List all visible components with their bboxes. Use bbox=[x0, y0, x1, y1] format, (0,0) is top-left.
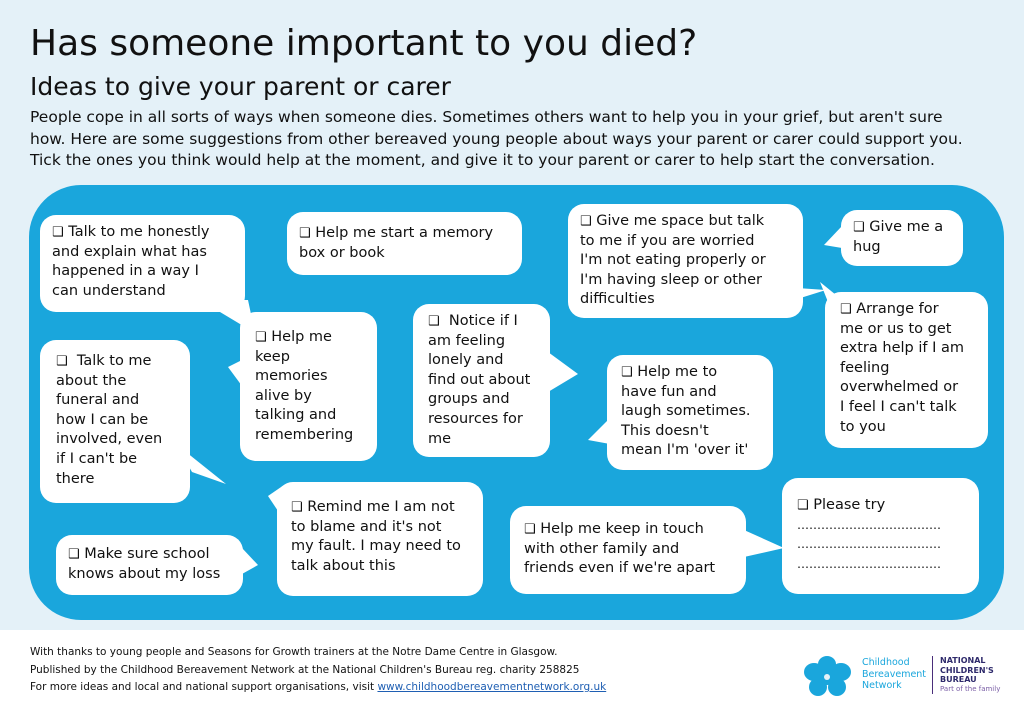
bubble-text: knows about my loss bbox=[68, 565, 221, 582]
ncb-word: CHILDREN'S bbox=[940, 665, 994, 675]
bubble-text: friends even if we're apart bbox=[524, 560, 716, 577]
ncb-tagline: Part of the family bbox=[940, 684, 1001, 693]
bubble-text: if I can't be bbox=[56, 450, 138, 467]
bubble-text: box or book bbox=[299, 244, 385, 261]
bubble-text: Talk to me honestly bbox=[68, 224, 210, 240]
bubble-text: I'm having sleep or other bbox=[580, 271, 762, 288]
bubble-extra-help[interactable] bbox=[825, 292, 988, 448]
bubble-text: there bbox=[56, 470, 95, 487]
bubble-text: to you bbox=[840, 418, 886, 435]
bubble-text: difficulties bbox=[580, 291, 655, 308]
bubble-text: keep bbox=[255, 348, 290, 365]
bubble-text: Give me space but talk bbox=[596, 213, 765, 229]
bubble-text: Help me start a memory bbox=[315, 225, 494, 241]
bubble-text: my fault. I may need to bbox=[291, 538, 461, 555]
bubble-text: laugh sometimes. bbox=[621, 403, 751, 420]
bubble-text: Remind me I am not bbox=[307, 499, 455, 515]
footer-more-text: For more ideas and local and national support organisations, visit bbox=[30, 681, 378, 693]
bubble-lonely[interactable] bbox=[413, 304, 550, 457]
ncb-word: BUREAU bbox=[940, 675, 977, 685]
bubble-text: lonely and bbox=[428, 352, 504, 369]
page-title: Has someone important to you died? bbox=[30, 23, 698, 64]
bubble-text: I feel I can't talk bbox=[840, 398, 957, 415]
write-in-line[interactable]: ……………………………… bbox=[797, 556, 941, 571]
bubble-text: hug bbox=[853, 238, 881, 255]
bubble-text: me or us to get bbox=[840, 320, 952, 337]
bubble-give-space[interactable] bbox=[568, 204, 803, 318]
page-subtitle: Ideas to give your parent or carer bbox=[30, 72, 451, 101]
checkbox-icon[interactable]: ❑ bbox=[428, 314, 440, 329]
bubble-text: Arrange for bbox=[856, 301, 939, 317]
intro-text bbox=[30, 107, 1010, 172]
bubble-text: remembering bbox=[255, 426, 354, 443]
cbn-logo-text bbox=[862, 657, 926, 692]
bubble-text: involved, even bbox=[56, 431, 163, 448]
bubble-text: Please try bbox=[813, 497, 886, 513]
bubble-text: funeral and bbox=[56, 392, 140, 409]
bubble-school[interactable] bbox=[56, 535, 243, 595]
checkbox-icon[interactable]: ❑ bbox=[853, 220, 865, 235]
intro-line: People cope in all sorts of ways when someone dies. Sometimes others want to help you in your grief, but aren't sure bbox=[30, 108, 943, 126]
cbn-word: Childhood bbox=[862, 657, 910, 668]
checkbox-icon[interactable]: ❑ bbox=[797, 498, 809, 513]
checkbox-icon[interactable]: ❑ bbox=[840, 302, 852, 317]
checkbox-icon[interactable]: ❑ bbox=[299, 226, 311, 241]
bubble-text: I'm not eating properly or bbox=[580, 252, 766, 269]
logo-center bbox=[824, 674, 830, 680]
intro-line: Tick the ones you think would help at the moment, and give it to your parent or carer to help start the conversation. bbox=[30, 151, 935, 169]
bubble-talk-honestly[interactable] bbox=[40, 215, 245, 312]
checkbox-icon[interactable]: ❑ bbox=[621, 365, 633, 380]
checkbox-icon[interactable]: ❑ bbox=[56, 354, 68, 369]
checkbox-icon[interactable]: ❑ bbox=[68, 547, 80, 562]
bubble-text: to me if you are worried bbox=[580, 232, 755, 249]
bubble-text: mean I'm 'over it' bbox=[621, 442, 749, 459]
cbn-word: Bereavement bbox=[862, 668, 927, 680]
bubble-text: Help me bbox=[271, 329, 332, 345]
bubble-text: happened in a way I bbox=[52, 263, 199, 280]
write-in-line[interactable]: ……………………………… bbox=[797, 517, 941, 532]
bubble-text: and explain what has bbox=[52, 243, 207, 260]
bubble-text: resources for bbox=[428, 410, 523, 427]
bubble-have-fun[interactable] bbox=[607, 355, 773, 470]
bubble-text: overwhelmed or bbox=[840, 379, 959, 396]
checkbox-icon[interactable]: ❑ bbox=[255, 330, 267, 345]
bubble-not-to-blame[interactable] bbox=[277, 482, 483, 596]
bubble-text: with other family and bbox=[524, 540, 680, 557]
bubble-keep-memories[interactable] bbox=[240, 312, 377, 461]
logo-divider bbox=[932, 656, 933, 694]
bubble-text: can understand bbox=[52, 282, 166, 299]
checkbox-icon[interactable]: ❑ bbox=[52, 225, 64, 240]
bubble-please-try[interactable] bbox=[782, 478, 979, 594]
bubble-text: feeling bbox=[840, 359, 890, 376]
bubble-keep-in-touch[interactable] bbox=[510, 506, 746, 594]
bubble-give-hug[interactable] bbox=[841, 210, 963, 266]
bubble-text: me bbox=[428, 430, 452, 447]
footer-thanks: With thanks to young people and Seasons for Growth trainers at the Notre Dame Centre in Glasgow. bbox=[30, 646, 558, 658]
checkbox-icon[interactable]: ❑ bbox=[580, 214, 592, 229]
bubble-text: Notice if I bbox=[448, 313, 518, 329]
bubble-text: Help me keep in touch bbox=[540, 521, 704, 537]
checkbox-icon[interactable]: ❑ bbox=[291, 500, 303, 515]
bubble-text: how I can be bbox=[56, 411, 149, 428]
footer-more bbox=[30, 679, 606, 697]
write-in-line[interactable]: ……………………………… bbox=[797, 537, 941, 552]
bubble-text: have fun and bbox=[621, 383, 717, 400]
bubble-text: This doesn't bbox=[621, 422, 709, 439]
bubble-text: am feeling bbox=[428, 332, 506, 349]
bubble-text: groups and bbox=[428, 391, 510, 408]
bubble-text: alive by bbox=[255, 387, 312, 404]
bubble-text: find out about bbox=[428, 371, 531, 388]
bubble-text: Help me to bbox=[637, 364, 718, 380]
bubble-text: Give me a bbox=[869, 219, 944, 235]
bubble-text: Talk to me bbox=[76, 353, 152, 369]
bubble-memory-box[interactable] bbox=[287, 212, 522, 275]
bubble-text: Make sure school bbox=[84, 546, 210, 562]
bubble-text: to blame and it's not bbox=[291, 518, 442, 535]
bubble-text: talk about this bbox=[291, 557, 396, 574]
footer bbox=[30, 644, 606, 697]
bubble-text: talking and bbox=[255, 407, 337, 424]
checkbox-icon[interactable]: ❑ bbox=[524, 522, 536, 537]
bubble-text: memories bbox=[255, 368, 328, 385]
ncb-word: NATIONAL bbox=[940, 656, 986, 665]
cbn-word: Network bbox=[862, 680, 902, 691]
website-link[interactable]: www.childhoodbereavementnetwork.org.uk bbox=[377, 681, 607, 693]
bubble-text: extra help if I am bbox=[840, 340, 964, 357]
footer-published: Published by the Childhood Bereavement Network at the National Children's Bureau reg. charity 258825 bbox=[30, 663, 580, 676]
bubble-funeral[interactable] bbox=[40, 340, 190, 503]
bubble-text: about the bbox=[56, 372, 127, 389]
ncb-logo bbox=[940, 656, 1000, 694]
intro-line: how. Here are some suggestions from other bereaved young people about ways your parent or carer could support you. bbox=[30, 129, 963, 148]
